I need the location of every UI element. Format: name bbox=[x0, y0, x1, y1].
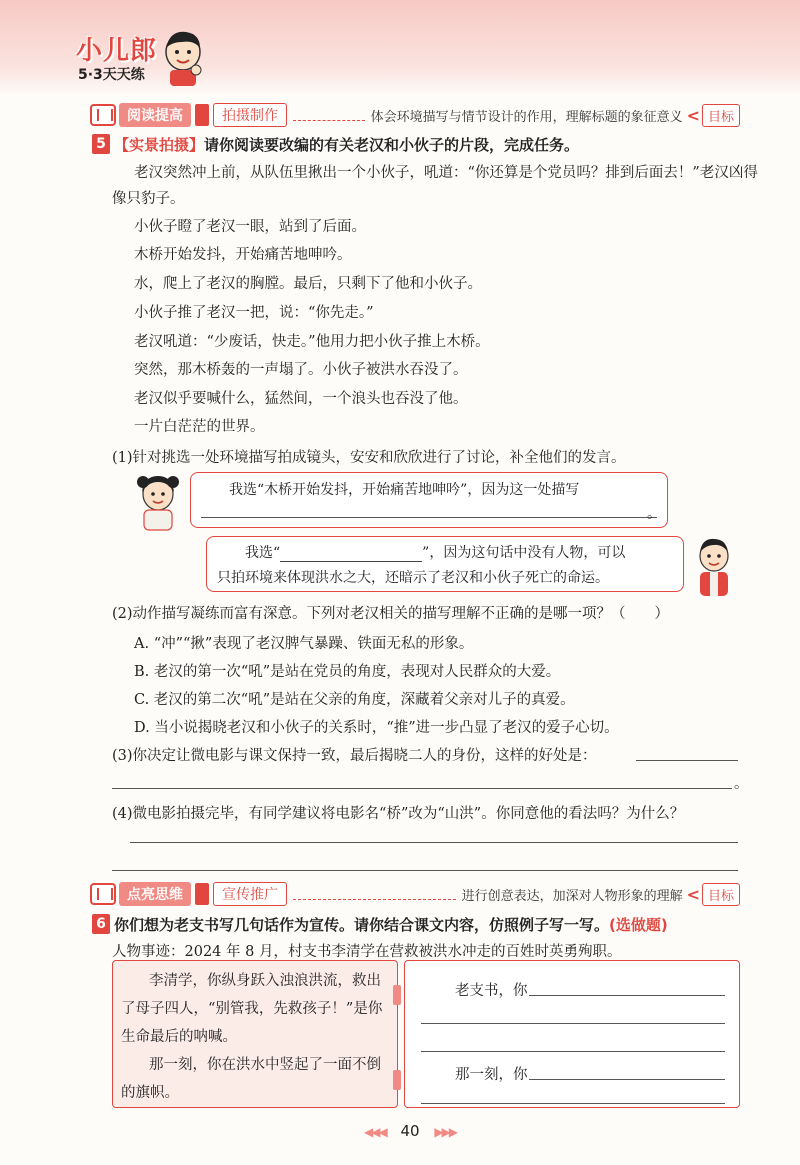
section-subtag: 宣传推广 bbox=[213, 882, 287, 906]
passage-paragraph: 老汉吼道：“少废话，快走。”他用力把小伙子推上木桥。 bbox=[134, 334, 490, 350]
binder-clip bbox=[393, 985, 401, 1005]
chevron-left-icon: < bbox=[686, 884, 700, 904]
answer-line[interactable] bbox=[421, 1103, 725, 1104]
boy-avatar bbox=[690, 534, 738, 598]
question-number: 5 bbox=[92, 134, 110, 154]
answer-line[interactable] bbox=[112, 870, 738, 871]
example-paragraph: 李清学，你纵身跃入浊浪洪流，救出了母子四人，“别管我，先救孩子！”是你生命最后的呐喊。 bbox=[121, 973, 383, 1045]
answer-end: 。 bbox=[734, 776, 749, 792]
example-paragraph: 那一刻，你在洪水中竖起了一面不倒的旗帜。 bbox=[121, 1057, 381, 1101]
answer-line[interactable] bbox=[201, 517, 657, 518]
example-box bbox=[112, 960, 398, 1108]
book-icon bbox=[90, 883, 116, 905]
section-marker bbox=[195, 104, 209, 126]
passage-paragraph: 水，爬上了老汉的胸膛。最后，只剩下了他和小伙子。 bbox=[134, 276, 482, 292]
passage-paragraph: 老汉突然冲上前，从队伍里揪出一个小伙子，吼道：“你还算是个党员吗？排到后面去！”老汉凶得像只豹子。 bbox=[112, 165, 758, 207]
bubble-text: ”，因为这句话中没有人物，可以 bbox=[422, 545, 626, 561]
question-prompt bbox=[114, 134, 579, 155]
answer-box bbox=[404, 960, 740, 1108]
answer-line[interactable] bbox=[130, 842, 738, 843]
answer-line[interactable] bbox=[529, 995, 725, 996]
answer-prompt: 那一刻，你 bbox=[455, 1067, 528, 1083]
option-c[interactable]: C. 老汉的第二次“吼”是站在父亲的角度，深藏着父亲对儿子的真爱。 bbox=[134, 692, 575, 708]
page-footer bbox=[340, 1122, 480, 1140]
bubble-line-1 bbox=[245, 542, 625, 562]
passage-paragraph: 老汉似乎要喊什么，猛然间，一个浪头也吞没了他。 bbox=[134, 391, 468, 407]
question-text: 你们想为老支书写几句话作为宣传。请你结合课文内容，仿照例子写一写。 bbox=[114, 916, 610, 934]
option-b[interactable]: B. 老汉的第一次“吼”是站在党员的角度，表现对人民群众的大爱。 bbox=[134, 664, 561, 680]
section-bar-reading bbox=[90, 103, 740, 127]
question-prompt bbox=[114, 914, 668, 935]
answer-line[interactable] bbox=[421, 1023, 725, 1024]
answer-line[interactable] bbox=[529, 1079, 725, 1080]
story-text: 人物事迹：2024 年 8 月，村支书李清学在营救被洪水冲走的百姓时英勇殉职。 bbox=[112, 944, 622, 960]
answer-line[interactable] bbox=[112, 788, 732, 789]
speech-bubble-girl bbox=[190, 472, 668, 528]
question-number: 6 bbox=[92, 914, 110, 934]
mascot-icon bbox=[160, 26, 206, 88]
section-goal: 体会环境描写与情节设计的作用，理解标题的象征意义 bbox=[370, 109, 683, 125]
book-icon bbox=[90, 104, 116, 126]
answer-blank[interactable] bbox=[280, 546, 422, 562]
dotted-divider bbox=[293, 888, 456, 900]
dotted-divider bbox=[293, 109, 365, 121]
question-text: 请你阅读要改编的有关老汉和小伙子的片段，完成任务。 bbox=[204, 136, 580, 154]
series-name: 5·3天天练 bbox=[78, 67, 145, 83]
section-marker bbox=[195, 883, 209, 905]
passage-paragraph: 小伙子瞪了老汉一眼，站到了后面。 bbox=[134, 219, 366, 235]
section-tag: 点亮思维 bbox=[119, 882, 191, 906]
section-target: 目标 bbox=[702, 883, 740, 906]
subquestion-2: (2)动作描写凝练而富有深意。下列对老汉相关的描写理解不正确的是哪一项？（ ） bbox=[112, 606, 670, 622]
answer-line[interactable] bbox=[636, 760, 738, 761]
answer-line[interactable] bbox=[421, 1051, 725, 1052]
triple-left-arrow-icon: ◀◀◀ bbox=[363, 1125, 386, 1139]
page-number: 40 bbox=[400, 1122, 420, 1140]
section-subtag: 拍摄制作 bbox=[213, 103, 287, 127]
bubble-text: 我选“木桥开始发抖，开始痛苦地呻吟”，因为这一处描写 bbox=[229, 482, 580, 498]
option-a[interactable]: A. “冲”“揪”表现了老汉脾气暴躁、铁面无私的形象。 bbox=[134, 636, 474, 652]
question-label: 【实景拍摄】 bbox=[114, 136, 205, 154]
binder-clip bbox=[393, 1070, 401, 1090]
girl-avatar bbox=[134, 470, 182, 532]
section-tag: 阅读提高 bbox=[119, 103, 191, 127]
answer-prompt: 老支书，你 bbox=[455, 983, 528, 999]
section-target: 目标 bbox=[702, 104, 740, 127]
bubble-text-end: 。 bbox=[647, 506, 661, 522]
subquestion-1: (1)针对挑选一处环境描写拍成镜头，安安和欣欣进行了讨论，补全他们的发言。 bbox=[112, 450, 626, 466]
speech-bubble-boy bbox=[206, 536, 684, 592]
bubble-text: 只拍环境来体现洪水之大，还暗示了老汉和小伙子死亡的命运。 bbox=[217, 570, 609, 586]
bubble-text: 我选“ bbox=[245, 545, 281, 561]
chevron-left-icon: < bbox=[686, 105, 700, 125]
triple-right-arrow-icon: ▶▶▶ bbox=[434, 1125, 457, 1139]
brand-name: 小儿郎 bbox=[76, 36, 158, 66]
passage-paragraph: 木桥开始发抖，开始痛苦地呻吟。 bbox=[134, 247, 352, 263]
section-goal: 进行创意表达，加深对人物形象的理解 bbox=[461, 888, 683, 904]
passage-paragraph: 突然，那木桥轰的一声塌了。小伙子被洪水吞没了。 bbox=[134, 362, 468, 378]
option-d[interactable]: D. 当小说揭晓老汉和小伙子的关系时，“推”进一步凸显了老汉的爱子心切。 bbox=[134, 720, 619, 736]
passage-paragraph: 小伙子推了老汉一把，说：“你先走。” bbox=[134, 305, 374, 321]
subquestion-4: (4)微电影拍摄完毕，有同学建议将电影名“桥”改为“山洪”。你同意他的看法吗？为什么？ bbox=[112, 806, 685, 822]
passage-paragraph: 一片白茫茫的世界。 bbox=[134, 419, 265, 435]
section-bar-thinking bbox=[90, 882, 740, 906]
subquestion-3: (3)你决定让微电影与课文保持一致，最后揭晓二人的身份，这样的好处是： bbox=[112, 748, 597, 764]
brand-logo bbox=[72, 30, 202, 88]
optional-tag: (选做题) bbox=[609, 916, 668, 934]
